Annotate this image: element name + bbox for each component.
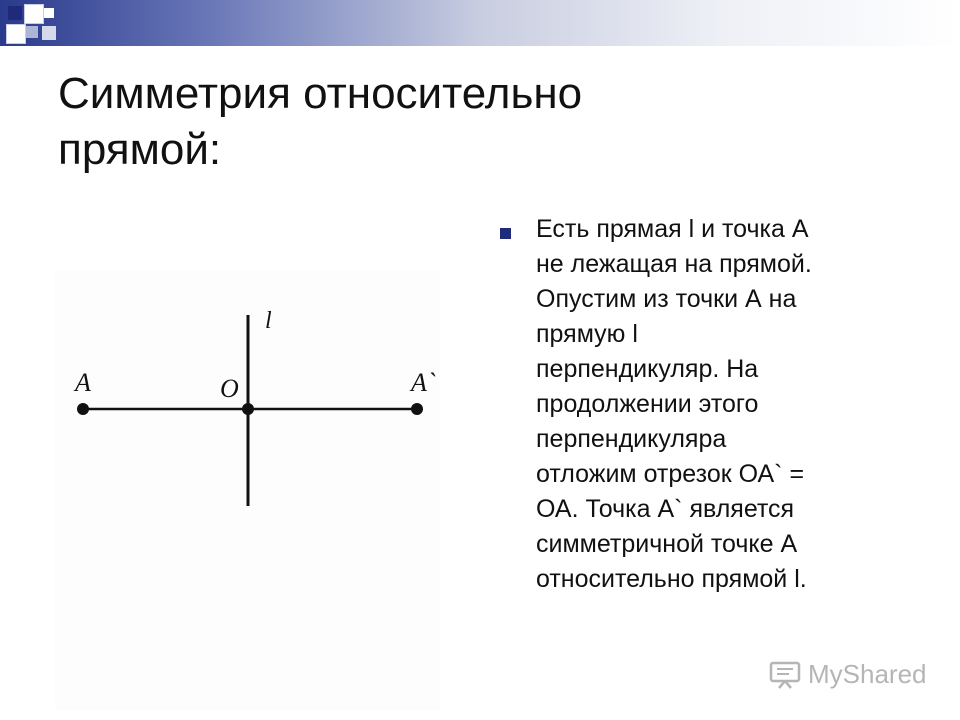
header-band: [0, 0, 960, 46]
bullet-list: [500, 212, 910, 597]
label-o: O: [220, 374, 239, 403]
point-a: [77, 403, 89, 415]
presentation-board-icon: [768, 659, 802, 689]
label-a-prime: A`: [411, 368, 436, 397]
deco-square: [24, 4, 44, 24]
bullet-text: Есть прямая l и точка А не лежащая на прямой. Опустим из точки А на прямую l перпендикуляр. На продолжении этого перпендикуляра отложим отрезок ОА` = ОА. Точка А` является симметричной точке А относительно прямой l.: [536, 215, 812, 593]
bullet-square-icon: [500, 228, 511, 239]
point-a-prime: [411, 403, 423, 415]
slide-title: Симметрия относительно прямой:: [58, 69, 583, 174]
deco-square: [8, 6, 22, 20]
watermark-text: MyShared: [808, 658, 927, 689]
symmetry-diagram: [55, 270, 440, 520]
decorative-squares: [0, 0, 70, 60]
deco-square: [42, 26, 56, 40]
label-l: l: [265, 308, 272, 334]
list-item: [500, 212, 910, 597]
label-a: A: [75, 368, 91, 397]
deco-square: [44, 8, 54, 18]
deco-square: [6, 24, 26, 44]
point-o: [242, 403, 254, 415]
watermark: [768, 658, 927, 690]
deco-square: [26, 26, 38, 38]
